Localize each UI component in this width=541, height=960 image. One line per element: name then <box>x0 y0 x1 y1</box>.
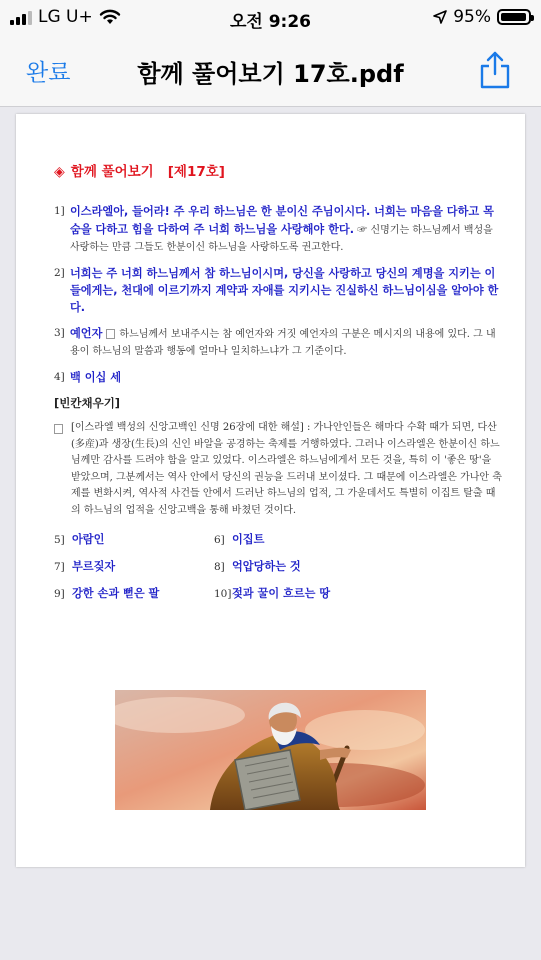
answer-text: 예언자 <box>70 327 103 340</box>
carrier-label: LG U+ <box>38 7 93 27</box>
blank-answer <box>214 558 374 576</box>
item-number: 9] <box>54 588 65 600</box>
answer-text: 너희는 주 너희 하느님께서 참 하느님이시며, 당신을 사랑하고 당신의 계명을 지키는 이들에게는, 천대에 이르기까지 계약과 자애를 지키시는 진실하신 하느님이심을 알아야 한다. <box>70 267 499 314</box>
nav-bar <box>0 36 541 107</box>
answer-text: 아람인 <box>72 533 105 546</box>
blank-answer <box>214 531 374 549</box>
document-title: 함께 풀어보기 17호.pdf <box>137 60 404 88</box>
item-number: 5] <box>54 534 65 546</box>
checkbox-icon <box>106 329 115 339</box>
blank-answer <box>214 585 374 603</box>
answer-text: 이스라엘아, 들어라! 주 우리 하느님은 한 분이신 주님이시다. 너희는 마음을 다하고 목숨을 다하고 힘을 다하여 주 너희 하느님을 사랑해야 한다. <box>70 205 494 236</box>
status-time: 오전 9:26 <box>229 12 312 32</box>
status-bar <box>0 0 541 36</box>
note-text: ☞ 신명기는 하느님께서 백성을 사랑하는 만큼 그들도 한분이신 하느님을 사랑하도록 권고한다. <box>70 225 493 253</box>
answer-text: 젖과 꿀이 흐르는 땅 <box>232 587 331 600</box>
blank-answer <box>54 558 214 576</box>
moses-illustration <box>115 690 426 810</box>
item-number: 2] <box>54 267 65 279</box>
answer-text: 백 이십 세 <box>70 371 122 384</box>
blank-answer <box>54 531 214 549</box>
note-text: 하느님께서 보내주시는 참 예언자와 거짓 예언자의 구분은 메시지의 내용에 있다. 그 내용이 하느님의 말씀과 행동에 얼마나 일치하느냐가 그 기준이다. <box>70 329 496 357</box>
fill-blank-heading: [빈칸채우기] <box>54 396 121 410</box>
document-content <box>54 164 504 603</box>
explanation-paragraph <box>54 420 504 519</box>
battery-percent: 95% <box>453 7 491 27</box>
item-number: 6] <box>214 534 225 546</box>
location-arrow-icon <box>433 10 447 24</box>
blank-answer <box>54 585 214 603</box>
share-icon[interactable] <box>477 50 513 90</box>
answer-text: 억압당하는 것 <box>232 560 301 573</box>
checkbox-icon <box>54 424 63 434</box>
item-number: 10] <box>214 588 232 600</box>
answer-item-1 <box>54 203 504 256</box>
doc-title-issue: [제17호] <box>167 164 225 180</box>
answer-item-3 <box>54 325 504 360</box>
blank-answers-grid <box>54 531 504 603</box>
doc-title-main: 함께 풀어보기 <box>70 164 154 180</box>
item-number: 8] <box>214 561 225 573</box>
answer-text: 강한 손과 뻗은 팔 <box>72 587 160 600</box>
item-number: 4] <box>54 371 65 383</box>
item-number: 7] <box>54 561 65 573</box>
paragraph-text: [이스라엘 백성의 신앙고백인 신명 26장에 대한 해설] : 가나안인들은 해마다 수확 때가 되면, 다산(多産)과 생장(生長)의 신인 바알을 공경하는 축제를 거행하였다. 그러나 이스라엘은 한분이신 하느님께만 감사를 드려야 함을 알고 있었다. 이스라엘은 하느님에게서 모든 것을, 특히 이 '좋은 땅'을 받았으며, 그분께서는 역사 안에서 당신의 권능을 드러내 보이셨다. 그 때문에 이스라엘은 가나안 축제를 변화시켜, 역사적 사건들 안에서 드러난 하느님의 업적, 그 가운데서도 특별히 이집트 탈출 때의 하느님의 업적을 신앙고백을 통해 바쳤던 것이다. <box>71 422 502 516</box>
answer-item-4 <box>54 369 504 386</box>
answer-text: 부르짖자 <box>72 560 116 573</box>
answer-text: 이집트 <box>232 533 265 546</box>
status-right <box>433 7 531 27</box>
doc-title <box>54 164 504 181</box>
answer-item-2 <box>54 265 504 316</box>
done-button[interactable]: 완료 <box>26 60 71 86</box>
battery-icon <box>497 9 531 25</box>
item-number: 3] <box>54 327 65 339</box>
diamond-icon: ◈ <box>54 164 65 180</box>
item-number: 1] <box>54 205 65 217</box>
